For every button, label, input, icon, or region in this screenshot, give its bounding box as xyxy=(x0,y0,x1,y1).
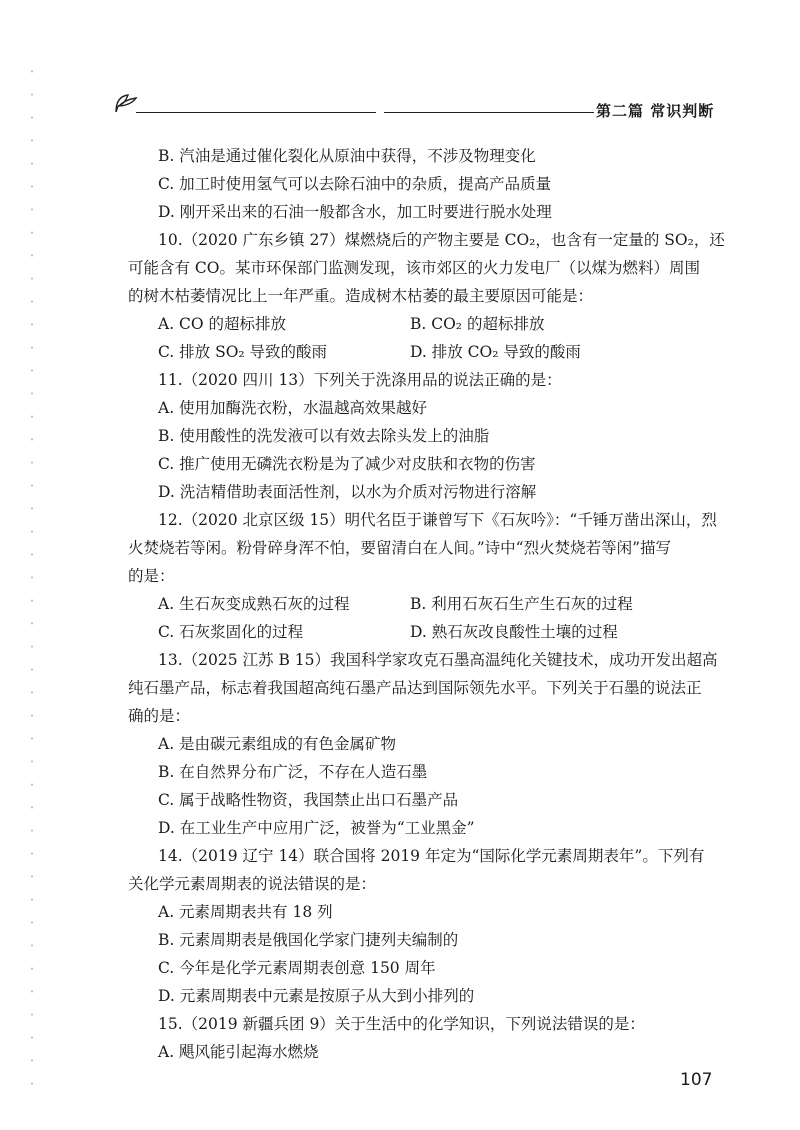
text-line: 12.（2020 北京区级 15）明代名臣于谦曾写下《石灰吟》：“千锤万凿出深山，烈 xyxy=(158,511,717,529)
text-line: C. 属于战略性物资，我国禁止出口石墨产品 xyxy=(158,791,459,809)
text-line: 可能含有 CO。某市环保部门监测发现，该市郊区的火力发电厂（以煤为燃料）周围 xyxy=(128,259,700,277)
text-line: C. 加工时使用氢气可以去除石油中的杂质，提高产品质量 xyxy=(158,175,552,193)
text-line: B. 使用酸性的洗发液可以有效去除头发上的油脂 xyxy=(158,427,490,445)
text-line: 14.（2019 辽宁 14）联合国将 2019 年定为“国际化学元素周期表年”。下列有 xyxy=(158,847,705,865)
text-line: B. 汽油是通过催化裂化从原油中获得，不涉及物理变化 xyxy=(158,147,536,165)
section-title: 第二篇 常识判断 xyxy=(596,102,715,120)
page-number: 107 xyxy=(680,1070,713,1090)
text-line: 的树木枯萎情况比上一年严重。造成树木枯萎的最主要原因可能是： xyxy=(128,287,594,305)
page-header xyxy=(112,92,715,122)
option-right: D. 熟石灰改良酸性土壤的过程 xyxy=(410,623,618,641)
text-line: 确的是： xyxy=(128,707,191,725)
text-line: 10.（2020 广东乡镇 27）煤燃烧后的产物主要是 CO₂，也含有一定量的 SO₂，还 xyxy=(158,231,725,249)
text-line xyxy=(128,618,718,646)
text-line: 关化学元素周期表的说法错误的是： xyxy=(128,875,377,893)
text-line: A. 元素周期表共有 18 列 xyxy=(158,903,333,921)
header-rule-right xyxy=(384,112,594,113)
option-left: C. 排放 SO₂ 导致的酸雨 xyxy=(158,343,328,361)
option-left: A. CO 的超标排放 xyxy=(158,315,287,333)
text-line: 火焚烧若等闲。粉骨碎身浑不怕，要留清白在人间。”诗中“烈火焚烧若等闲”描写 xyxy=(128,539,672,557)
text-line: 15.（2019 新疆兵团 9）关于生活中的化学知识，下列说法错误的是： xyxy=(158,1015,645,1033)
text-line: 11.（2020 四川 13）下列关于洗涤用品的说法正确的是： xyxy=(158,371,562,389)
option-left: A. 生石灰变成熟石灰的过程 xyxy=(158,595,350,613)
binding-edge-speckle xyxy=(30,60,34,1100)
option-right: B. 利用石灰石生产生石灰的过程 xyxy=(410,595,633,613)
text-line xyxy=(128,310,718,338)
text-line: A. 飓风能引起海水燃烧 xyxy=(158,1043,319,1061)
text-line xyxy=(128,338,718,366)
text-line xyxy=(128,590,718,618)
text-line: D. 在工业生产中应用广泛，被誉为“工业黑金” xyxy=(158,819,475,837)
text-line: C. 推广使用无磷洗衣粉是为了减少对皮肤和衣物的伤害 xyxy=(158,455,536,473)
option-right: D. 排放 CO₂ 导致的酸雨 xyxy=(410,343,581,361)
text-line: B. 在自然界分布广泛，不存在人造石墨 xyxy=(158,763,428,781)
text-line: A. 是由碳元素组成的有色金属矿物 xyxy=(158,735,397,753)
text-line: D. 洗洁精借助表面活性剂，以水为介质对污物进行溶解 xyxy=(158,483,537,501)
header-rule-left xyxy=(136,112,376,113)
text-line: A. 使用加酶洗衣粉，水温越高效果越好 xyxy=(158,399,428,417)
text-line: D. 刚开采出来的石油一般都含水，加工时要进行脱水处理 xyxy=(158,203,552,221)
question-text-body xyxy=(128,142,725,1066)
text-line: B. 元素周期表是俄国化学家门捷列夫编制的 xyxy=(158,931,459,949)
text-line: 13.（2025 江苏 B 15）我国科学家攻克石墨高温纯化关键技术，成功开发出超高 xyxy=(158,651,718,669)
text-line: 的是： xyxy=(128,567,175,585)
option-right: B. CO₂ 的超标排放 xyxy=(410,315,545,333)
text-line: C. 今年是化学元素周期表创意 150 周年 xyxy=(158,959,436,977)
text-line: D. 元素周期表中元素是按原子从大到小排列的 xyxy=(158,987,475,1005)
text-line: 纯石墨产品，标志着我国超高纯石墨产品达到国际领先水平。下列关于石墨的说法正 xyxy=(128,679,702,697)
option-left: C. 石灰浆固化的过程 xyxy=(158,623,304,641)
